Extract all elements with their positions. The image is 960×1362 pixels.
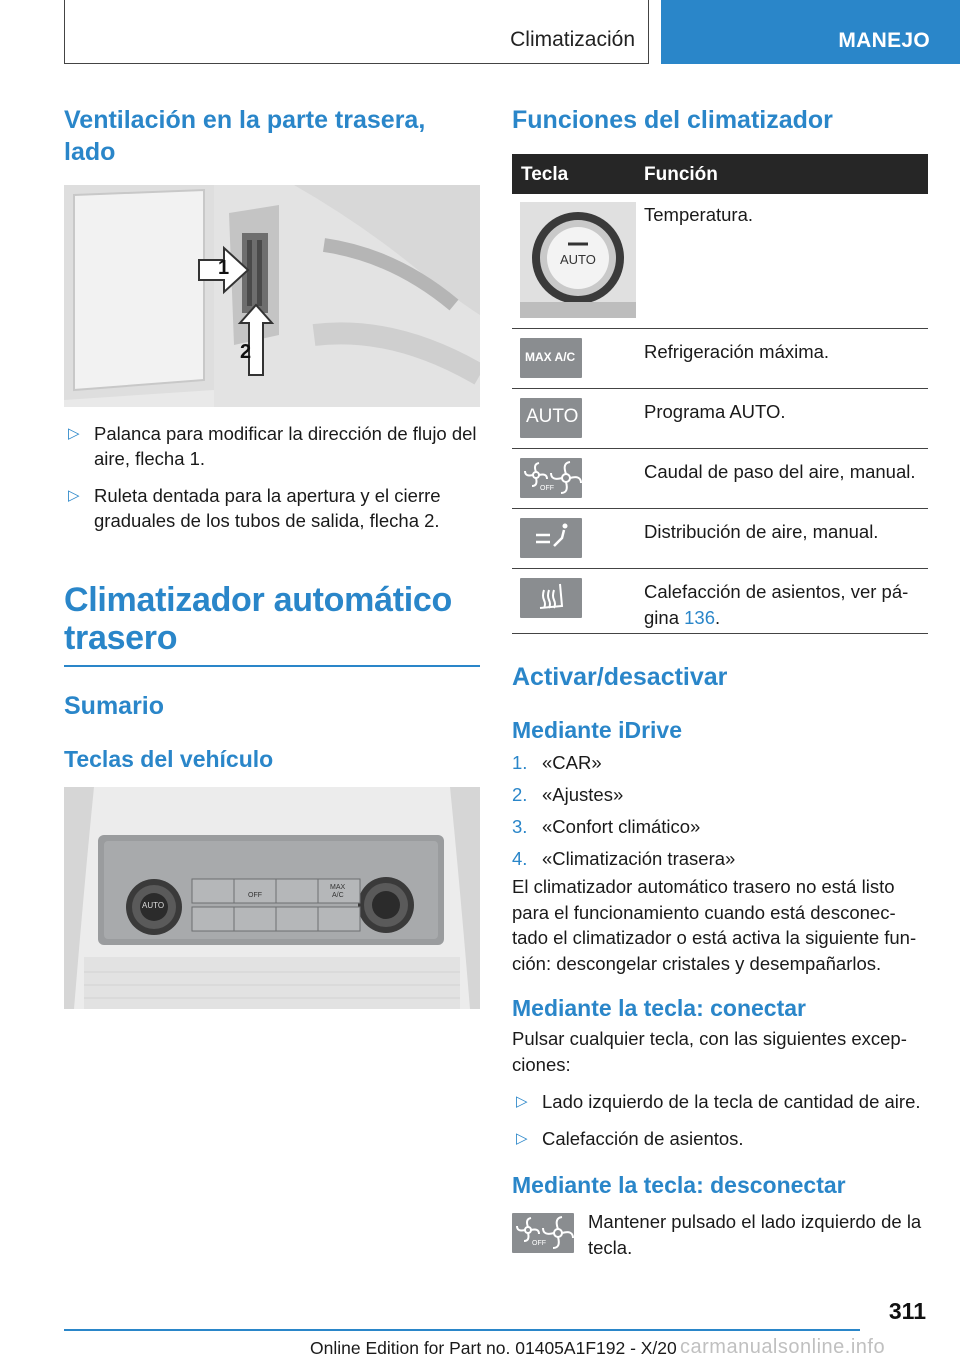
rear-vent-photo (64, 185, 480, 407)
heading-teclas: Teclas del vehículo (64, 746, 274, 772)
list-item: ▷ Palanca para modificar la dirección de flujo del aire, flecha 1. (68, 423, 477, 469)
col-tecla: Tecla (521, 164, 569, 185)
func-distribucion: Distribución de aire, manual. (644, 521, 879, 542)
max-ac-key-icon: MAX A/C (520, 338, 582, 378)
func-refrigeracion: Refrigeración máxima. (644, 341, 830, 362)
heading-idrive: Mediante iDrive (512, 717, 682, 743)
table-row (512, 194, 928, 329)
conectar-text: Pulsar cualquier tecla, con las siguientes excep‐ciones: (512, 1028, 907, 1075)
panel-auto-label: AUTO (142, 901, 165, 910)
panel-max-label: MAX (330, 884, 346, 891)
heading-activar: Activar/desactivar (512, 663, 728, 691)
table-row (512, 569, 928, 634)
rear-vent-illustration (64, 185, 480, 407)
desconectar-text: Mantener pulsado el lado izquierdo de la tecla. (588, 1211, 922, 1258)
table-row (512, 449, 928, 509)
page-link-136[interactable]: 136 (684, 606, 715, 628)
idrive-steps (512, 750, 928, 874)
functions-table (512, 154, 928, 634)
vent-bullet-list (64, 421, 480, 533)
func-calefaccion: Calefacción de asientos, ver pá‐gina 136. (644, 581, 909, 628)
list-item: ▷ Lado izquierdo de la tecla de cantidad de aire. (516, 1091, 921, 1112)
auto-key-icon: AUTO (520, 398, 582, 438)
list-item: 2. «Ajustes» (512, 784, 624, 805)
list-item: ▷ Calefacción de asientos. (516, 1128, 744, 1149)
triangle-bullet-icon: ▷ (68, 425, 80, 442)
table-row (512, 389, 928, 449)
triangle-bullet-icon: ▷ (516, 1130, 528, 1147)
heading-desconectar: Mediante la tecla: desconectar (512, 1172, 846, 1198)
desconectar-block (512, 1209, 928, 1265)
col-funcion: Función (644, 164, 718, 185)
heading-ventilacion: Ventilación en la parte trasera, lado (64, 106, 426, 166)
table-row (512, 329, 928, 389)
list-item: 4. «Climatización trasera» (512, 848, 736, 869)
func-caudal: Caudal de paso del aire, manual. (644, 461, 916, 482)
idrive-note: El climatizador automático trasero no está listo para el funcionamiento cuando está desconec‐tado el climatizador o está activa la siguiente fun‐ción: descongelar cristales y desempañarlos. (512, 876, 917, 974)
list-item: ▷ Ruleta dentada para la apertura y el cierre graduales de los tubos de salida, flecha 2. (68, 485, 441, 531)
list-item: 3. «Confort climático» (512, 816, 701, 837)
air-distribution-key-icon (520, 518, 582, 558)
func-auto: Programa AUTO. (644, 401, 786, 422)
footer-watermark: carmanualsonline.info (680, 1336, 886, 1358)
left-column (64, 100, 480, 1009)
list-item: 1. «CAR» (512, 752, 602, 773)
title-rule (64, 665, 480, 667)
heading-funciones: Funciones del climatizador (512, 106, 833, 134)
seat-heating-key-icon (520, 578, 582, 618)
callout-2: 2 (240, 341, 252, 363)
control-panel-illustration (64, 787, 480, 1009)
footer-rule (64, 1329, 860, 1331)
panel-off-label: OFF (248, 892, 262, 899)
triangle-bullet-icon: ▷ (516, 1093, 528, 1110)
footer-edition: Online Edition for Part no. 01405A1F192 - X/20 (310, 1338, 677, 1358)
section-title: Climatización (510, 28, 635, 51)
page-number: 311 (888, 1298, 926, 1324)
heading-conectar: Mediante la tecla: conectar (512, 995, 806, 1021)
table-header (512, 154, 928, 194)
control-panel-photo (64, 787, 480, 1009)
temperature-knob-icon (520, 202, 636, 318)
chapter-tab[interactable] (661, 0, 960, 64)
heading-sumario: Sumario (64, 692, 165, 720)
table-row (512, 509, 928, 569)
func-temperatura: Temperatura. (644, 204, 753, 225)
fan-key-icon: OFF (520, 458, 582, 498)
conectar-bullets (512, 1089, 928, 1151)
fan-off-key-icon: OFF (512, 1213, 574, 1253)
callout-1: 1 (218, 257, 230, 279)
triangle-bullet-icon: ▷ (68, 487, 80, 504)
panel-ac-label: A/C (332, 892, 344, 899)
temperature-knob-label: AUTO (560, 252, 596, 267)
title-climatizador-trasero: Climatizador automático trasero (64, 581, 452, 657)
chapter-label: MANEJO (838, 29, 930, 52)
right-column (512, 100, 928, 1265)
